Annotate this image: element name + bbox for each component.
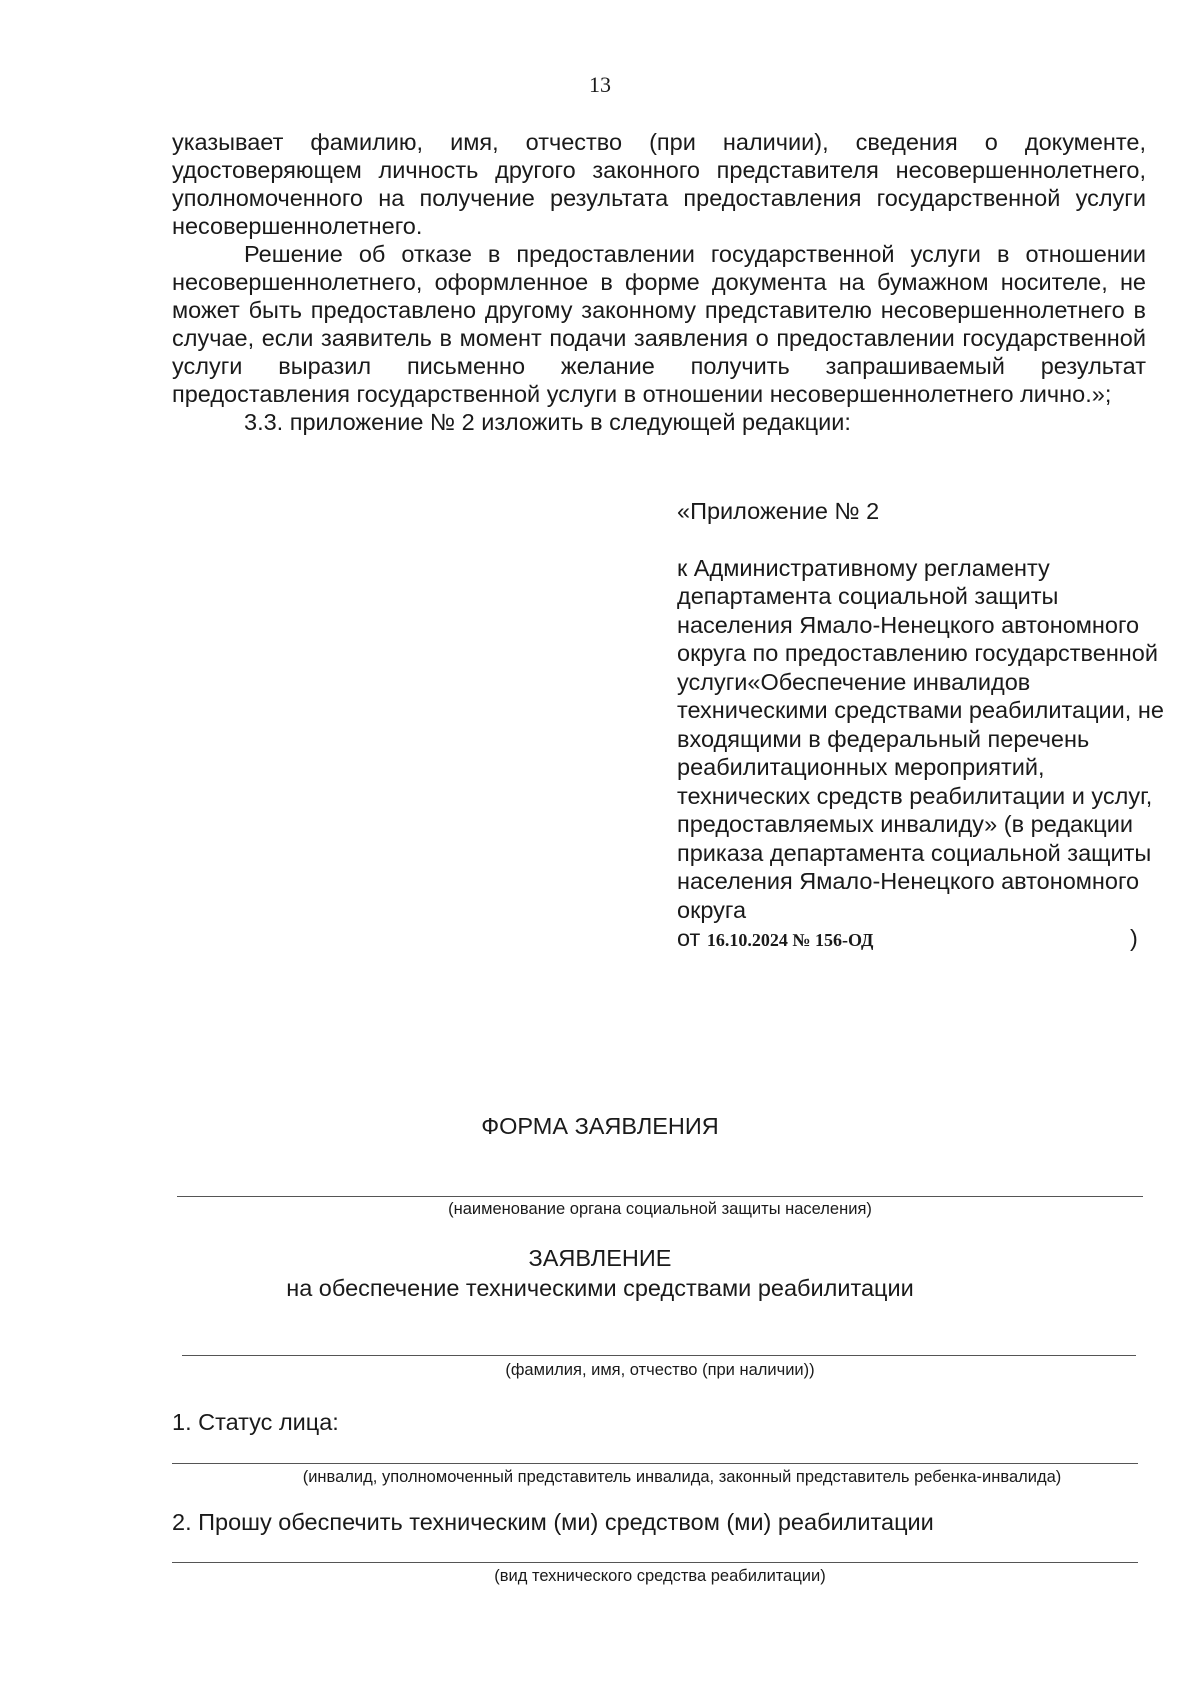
order-reference-line xyxy=(677,924,1167,955)
appendix-header xyxy=(677,497,1167,955)
full-name-caption: (фамилия, имя, отчество (при наличии)) xyxy=(505,1361,815,1379)
statement-title-block xyxy=(0,1243,1200,1303)
rehab-device-field-line[interactable] xyxy=(172,1562,1138,1563)
paragraph-representative-details: указывает фамилию, имя, отчество (при наличии), сведения о документе, удостоверяющем личность другого законного представителя несовершеннолетнего, уполномоченного на получение результата предоставления государственной услуги несовершеннолетнего. xyxy=(172,129,1146,239)
rehab-device-caption: (вид технического средства реабилитации) xyxy=(494,1567,826,1585)
appendix-reference-text: к Административному регламенту департамента социальной защиты населения Ямало-Ненецкого автономного округа по предоставлению государственной услуги«Обеспечение инвалидов техническими средствами реабилитации, не входящими в федеральный перечень реабилитационных мероприятий, технических средств реабилитации и услуг, предоставляемых инвалиду» (в редакции приказа департамента социальной защиты населения Ямало-Ненецкого автономного округа xyxy=(677,554,1164,923)
appendix-title: «Приложение № 2 xyxy=(677,498,880,524)
order-prefix: от xyxy=(677,925,701,951)
page-number: 13 xyxy=(589,72,611,97)
item-person-status: 1. Статус лица: xyxy=(172,1409,339,1435)
paragraph-refusal-decision: Решение об отказе в предоставлении государственной услуги в отношении несовершеннолетнего, оформленное в форме документа на бумажном носителе, не может быть предоставлено другому законному представителю несовершеннолетнего в случае, если заявитель в момент подачи заявления о предоставлении государственной услуги выразил письменно желание получить запрашиваемый результат предоставления государственной услуги в отношении несовершеннолетнего лично.»; xyxy=(172,241,1146,407)
form-heading: ФОРМА ЗАЯВЛЕНИЯ xyxy=(481,1113,719,1139)
person-status-field-line[interactable] xyxy=(172,1463,1138,1464)
org-name-caption: (наименование органа социальной защиты населения) xyxy=(448,1200,872,1218)
full-name-field-line[interactable] xyxy=(182,1355,1136,1356)
order-number: 16.10.2024 № 156-ОД xyxy=(706,930,874,950)
org-name-field-line[interactable] xyxy=(177,1196,1143,1197)
person-status-caption: (инвалид, уполномоченный представитель инвалида, законный представитель ребенка-инвалида) xyxy=(302,1468,1062,1486)
item-rehab-request: 2. Прошу обеспечить техническим (ми) средством (ми) реабилитации xyxy=(172,1509,934,1535)
paragraph-appendix-amendment: 3.3. приложение № 2 изложить в следующей редакции: xyxy=(244,409,851,435)
statement-title: ЗАЯВЛЕНИЕ xyxy=(528,1245,672,1271)
order-close-paren: ) xyxy=(1130,925,1138,951)
body-text xyxy=(172,128,1146,436)
statement-subtitle: на обеспечение техническими средствами реабилитации xyxy=(286,1275,914,1301)
